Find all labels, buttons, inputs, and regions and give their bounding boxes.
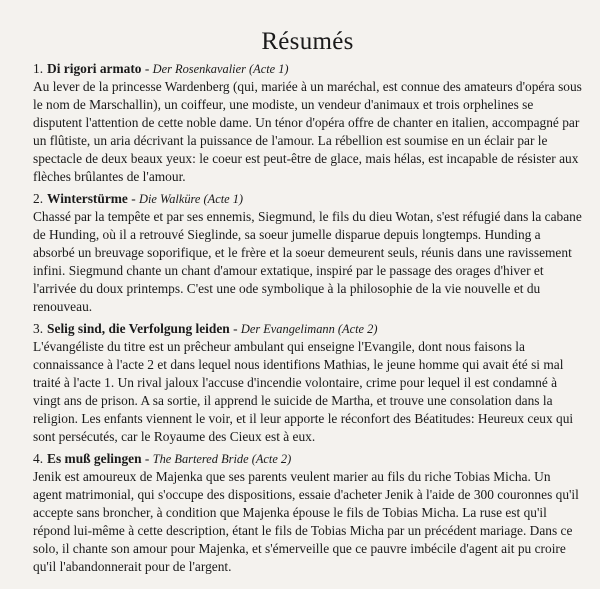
separator: - — [127, 191, 140, 206]
separator: - — [229, 321, 241, 336]
opera-subtitle: Der Evangelimann (Acte 2) — [240, 322, 378, 336]
section-heading — [33, 450, 582, 468]
opera-subtitle: The Bartered Bride (Acte 2) — [152, 452, 292, 466]
section-heading — [33, 190, 582, 208]
synopsis-text: Au lever de la princesse Wardenberg (qui, mariée à un maréchal, est connue des amateurs d'opéra sous le nom de Marschallin), un coiffeur, une modiste, un vendeur d'animaux et trois orphelines se disputent l'attention de cette noble dame. Un ténor d'opéra offre de chanter en italien, accompagné par un flûtiste, un aria décrivant la puissance de l'amour. La rébellion est soumise en un éclair par le spectacle de deux beaux yeux: le coeur est peut-être de glace, mais hélas, est incapable de résister aux flèches brûlantes de l'amour. — [33, 79, 582, 184]
opera-subtitle: Die Walküre (Acte 1) — [139, 192, 244, 206]
synopsis-section-3 — [33, 320, 582, 446]
synopsis-text: Chassé par la tempête et par ses ennemis, Siegmund, le fils du dieu Wotan, s'est réfugié dans la cabane de Hunding, où il a retrouvé Sieglinde, sa soeur jumelle disparue depuis longtemps. Hunding a absorbé un breuvage soporifique, et le frère et la soeur demeurent seuls, réunis dans une ravissement infini. Siegmund chante un chant d'amour extatique, inspiré par le passage des orages d'hiver et l'arrivée du doux printemps. C'est une ode symbolique à la philosophie de la vie nouvelle et du renouveau. — [33, 209, 582, 314]
opera-subtitle: Der Rosenkavalier (Acte 1) — [152, 62, 289, 76]
section-heading — [33, 60, 582, 78]
aria-title: Es muß gelingen — [47, 451, 142, 466]
synopsis-section-4 — [33, 450, 582, 576]
separator: - — [141, 451, 153, 466]
section-number: 2. — [33, 191, 44, 206]
section-number: 4. — [33, 451, 44, 466]
synopsis-text: L'évangéliste du titre est un prêcheur ambulant qui enseigne l'Evangile, dont nous faisons la connaissance à l'acte 2 et dans lequel nous identifions Mathias, le jeune homme qui avait été si mal traité à l'acte 1. Un rival jaloux l'accuse d'incendie volontaire, crime pour lequel il est condamné à vingt ans de prison. A sa sortie, il apprend le suicide de Martha, et trouve une consolation dans la religion. Les enfants viennent le voir, et il leur apporte le réconfort des Béatitudes: Heureux ceux qui sont persécutés, car le Royaume des Cieux est à eux. — [33, 339, 574, 444]
synopsis-section-2 — [33, 190, 582, 316]
aria-title: Di rigori armato — [47, 61, 142, 76]
synopsis-section-1 — [33, 60, 582, 186]
section-number: 1. — [33, 61, 44, 76]
section-heading — [33, 320, 582, 338]
aria-title: Selig sind, die Verfolgung leiden — [47, 321, 230, 336]
section-number: 3. — [33, 321, 44, 336]
synopsis-text: Jenik est amoureux de Majenka que ses parents veulent marier au fils du riche Tobias Micha. Un agent matrimonial, qui s'occupe des dispositions, essaie d'acheter Jenik à l'aide de 300 couronnes qu'il accepte sans broncher, à condition que Majenka épouse le fils de Tobias Micha. La ruse est qu'il répond lui-même à cette description, étant le fils de Tobias Micha par un précédent mariage. Dans ce solo, il chante son amour pour Majenka, et s'émerveille que ce pauvre imbécile d'agent ait pu croire qu'il l'abandonnerait pour de l'argent. — [33, 469, 579, 574]
separator: - — [141, 61, 153, 76]
aria-title: Winterstürme — [47, 191, 128, 206]
page-title: Résumés — [261, 28, 354, 55]
